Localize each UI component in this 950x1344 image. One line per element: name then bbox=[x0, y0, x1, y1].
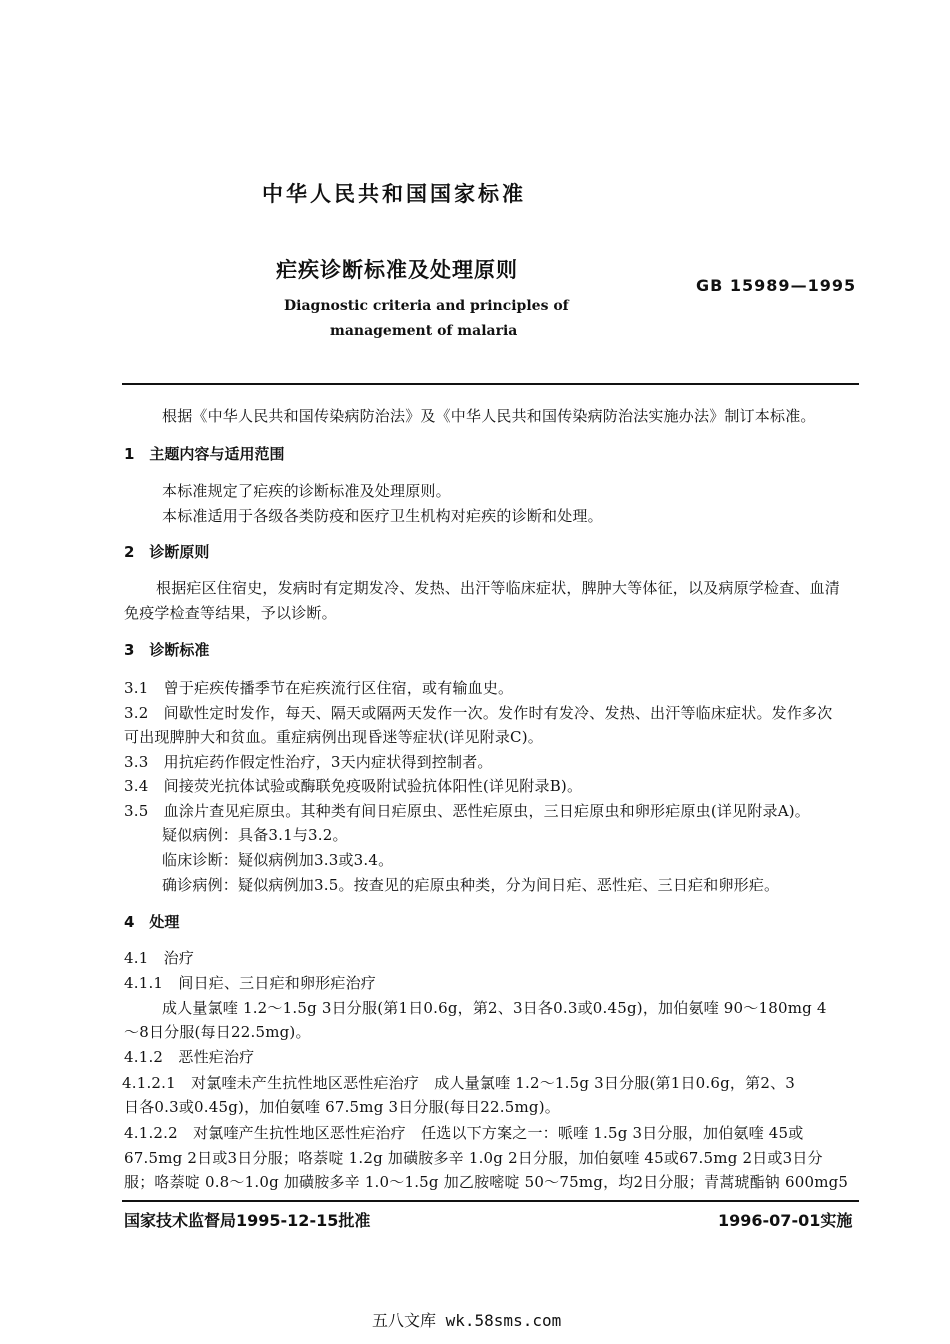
header-rule bbox=[122, 383, 859, 385]
document-title-cn: 疟疾诊断标准及处理原则 bbox=[276, 258, 518, 282]
national-standard-title: 中华人民共和国国家标准 bbox=[262, 182, 526, 206]
item-3-1: 3.1 曾于疟疾传播季节在疟疾流行区住宿，或有输血史。 bbox=[124, 679, 514, 697]
section-1-para-1: 本标准规定了疟疾的诊断标准及处理原则。 bbox=[162, 482, 451, 500]
approval-line: 国家技术监督局1995-12-15批准 bbox=[124, 1211, 371, 1230]
section-3-heading: 3 诊断标准 bbox=[124, 641, 210, 659]
item-3-5: 3.5 血涂片查见疟原虫。其种类有间日疟原虫、恶性疟原虫，三日疟原虫和卵形疟原虫(详见附录A)。 bbox=[124, 802, 810, 820]
section-2-line-1: 根据疟区住宿史，发病时有定期发冷、发热、出汗等临床症状，脾肿大等体征，以及病原学检查、血清 bbox=[156, 579, 841, 597]
suspected-case: 疑似病例：具备3.1与3.2。 bbox=[162, 826, 348, 844]
item-4-1-1-heading: 4.1.1 间日疟、三日疟和卵形疟治疗 bbox=[124, 974, 376, 992]
footer-rule bbox=[122, 1200, 859, 1202]
item-4-1-2-2-line-1: 4.1.2.2 对氯喹产生抗性地区恶性疟治疗 任选以下方案之一：哌喹 1.5g 3日分服，加伯氨喹 45或 bbox=[124, 1124, 804, 1142]
standard-code: GB 15989—1995 bbox=[696, 276, 857, 295]
section-1-para-2: 本标准适用于各级各类防疫和医疗卫生机构对疟疾的诊断和处理。 bbox=[162, 507, 603, 525]
item-4-1-1-line-2: ～8日分服(每日22.5mg)。 bbox=[124, 1023, 311, 1041]
section-1-heading: 1 主题内容与适用范围 bbox=[124, 445, 285, 463]
item-4-1-2-1-line-1: 4.1.2.1 对氯喹未产生抗性地区恶性疟治疗 成人量氯喹 1.2～1.5g 3日分服(第1日0.6g，第2、3 bbox=[122, 1074, 796, 1092]
confirmed-case: 确诊病例：疑似病例加3.5。按查见的疟原虫种类，分为间日疟、恶性疟、三日疟和卵形疟。 bbox=[162, 876, 780, 894]
item-3-2-line-2: 可出现脾肿大和贫血。重症病例出现昏迷等症状(详见附录C)。 bbox=[124, 728, 543, 746]
item-4-1-2-1-line-2: 日各0.3或0.45g)，加伯氨喹 67.5mg 3日分服(每日22.5mg)。 bbox=[124, 1098, 560, 1116]
effective-date-line: 1996-07-01实施 bbox=[718, 1211, 853, 1230]
item-4-1-1-line-1: 成人量氯喹 1.2～1.5g 3日分服(第1日0.6g，第2、3日各0.3或0.45g)，加伯氨喹 90～180mg 4 bbox=[162, 999, 827, 1017]
section-4-heading: 4 处理 bbox=[124, 913, 180, 931]
section-2-heading: 2 诊断原则 bbox=[124, 543, 210, 561]
intro-paragraph: 根据《中华人民共和国传染病防治法》及《中华人民共和国传染病防治法实施办法》制订本标准。 bbox=[162, 407, 816, 425]
watermark-text: 五八文库 wk.58sms.com bbox=[372, 1311, 562, 1330]
item-4-1-2-2-line-3: 服；咯萘啶 0.8～1.0g 加磺胺多辛 1.0～1.5g 加乙胺嘧啶 50～75mg，均2日分服；青蒿琥酯钠 600mg5 bbox=[124, 1173, 849, 1191]
item-3-2-line-1: 3.2 间歇性定时发作，每天、隔天或隔两天发作一次。发作时有发冷、发热、出汗等临床症状。发作多次 bbox=[124, 704, 833, 722]
clinical-diagnosis: 临床诊断：疑似病例加3.3或3.4。 bbox=[162, 851, 394, 869]
item-3-3: 3.3 用抗疟药作假定性治疗，3天内症状得到控制者。 bbox=[124, 753, 493, 771]
document-title-en-1: Diagnostic criteria and principles of bbox=[284, 298, 569, 314]
item-4-1-2-2-line-2: 67.5mg 2日或3日分服；咯萘啶 1.2g 加磺胺多辛 1.0g 2日分服，加伯氨喹 45或67.5mg 2日或3日分 bbox=[124, 1149, 823, 1167]
item-4-1-heading: 4.1 治疗 bbox=[124, 949, 195, 967]
section-2-line-2: 免疫学检查等结果，予以诊断。 bbox=[124, 604, 337, 622]
document-title-en-2: management of malaria bbox=[330, 323, 518, 339]
item-3-4: 3.4 间接荧光抗体试验或酶联免疫吸附试验抗体阳性(详见附录B)。 bbox=[124, 777, 583, 795]
item-4-1-2-heading: 4.1.2 恶性疟治疗 bbox=[124, 1048, 255, 1066]
